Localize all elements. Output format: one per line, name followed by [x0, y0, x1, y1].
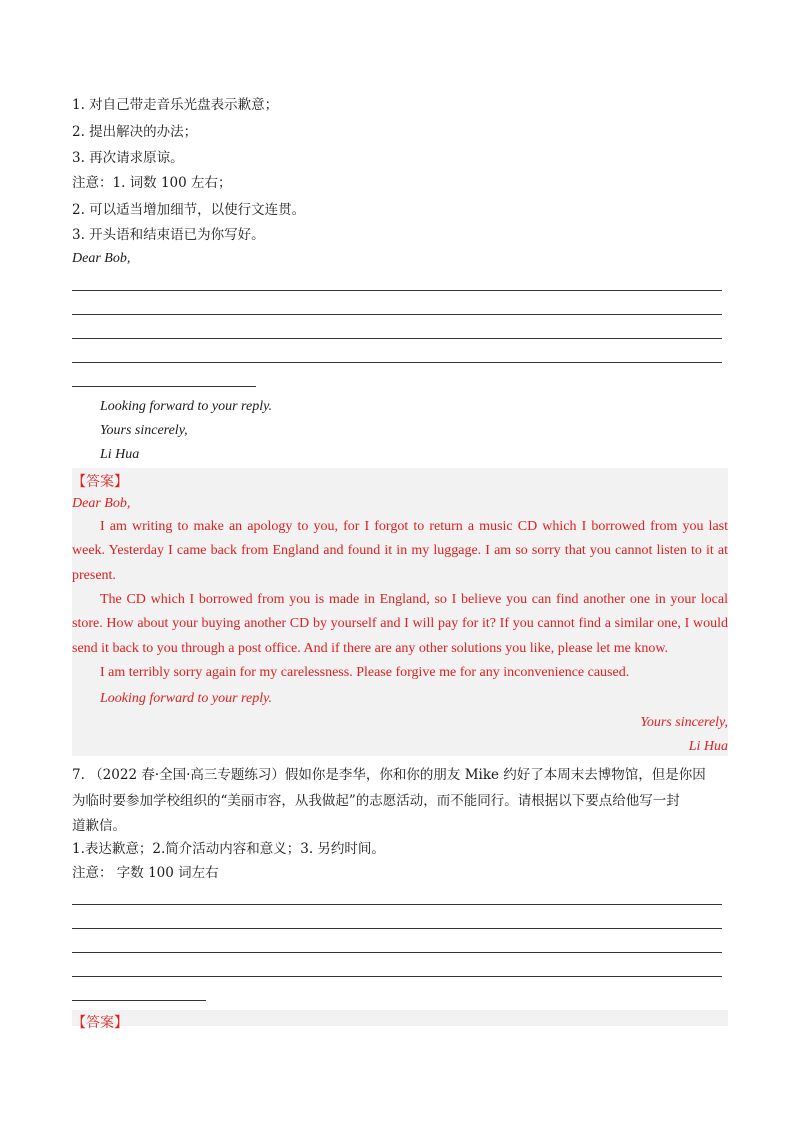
closing-looking-forward: Looking forward to your reply.: [100, 399, 273, 414]
question-7-line-1: 7. （2022 春·全国·高三专题练习）假如你是李华，你和你的朋友 Mike 约好了本周末去博物馆，但是你因: [72, 767, 706, 783]
writing-line: [72, 338, 722, 339]
answer-name: Li Hua: [688, 739, 728, 754]
writing-line: [72, 314, 722, 315]
writing-line: [72, 290, 722, 291]
letter-salutation: Dear Bob,: [72, 251, 131, 266]
writing-line: [72, 904, 722, 905]
answer-yours-sincerely: Yours sincerely,: [640, 715, 728, 730]
question-7-line-3: 道歉信。: [72, 818, 126, 834]
task-point-3: 3. 再次请求原谅。: [72, 150, 184, 166]
writing-line-short: [72, 1000, 206, 1001]
task-note-2: 2. 可以适当增加细节，以使行文连贯。: [72, 202, 306, 218]
task-point-2: 2. 提出解决的办法；: [72, 124, 198, 140]
answer-box-2: [72, 1010, 728, 1026]
closing-name: Li Hua: [100, 447, 140, 462]
writing-line-short: [72, 386, 256, 387]
task-point-1: 1. 对自己带走音乐光盘表示歉意；: [72, 97, 279, 113]
writing-line: [72, 952, 722, 953]
writing-line: [72, 976, 722, 977]
writing-line: [72, 928, 722, 929]
answer-looking-forward: Looking forward to your reply.: [100, 691, 273, 706]
answer-salutation: Dear Bob,: [72, 496, 131, 511]
question-7-points: 1.表达歉意；2.简介活动内容和意义；3. 另约时间。: [72, 841, 385, 857]
question-7-note: 注意： 字数 100 词左右: [72, 865, 219, 881]
answer-tag-1: 【答案】: [72, 474, 128, 490]
writing-line: [72, 362, 722, 363]
answer-tag-2: 【答案】: [72, 1015, 128, 1031]
answer-paragraph-2: The CD which I borrowed from you is made in England, so I believe you can find another one in your local store. How about your buying another CD by yourself and I will pay for it? If you cannot find a similar one, I would send it back to you through a post office. And if there are any other solutions you like, please let me know.: [72, 592, 728, 656]
task-note-3: 3. 开头语和结束语已为你写好。: [72, 227, 265, 243]
answer-paragraph-1: I am writing to make an apology to you, for I forgot to return a music CD which I borrowed from you last week. Yesterday I came back from England and found it in my luggage. I am so sorry that you cannot listen to it at present.: [72, 519, 728, 583]
closing-yours-sincerely: Yours sincerely,: [100, 423, 188, 438]
task-note-1: 注意：1. 词数 100 左右；: [72, 175, 232, 191]
question-7-line-2: 为临时要参加学校组织的“美丽市容，从我做起”的志愿活动，而不能同行。请根据以下要点给他写一封: [72, 793, 680, 809]
answer-paragraph-3: I am terribly sorry again for my carelessness. Please forgive me for any inconvenience caused.: [100, 665, 630, 680]
